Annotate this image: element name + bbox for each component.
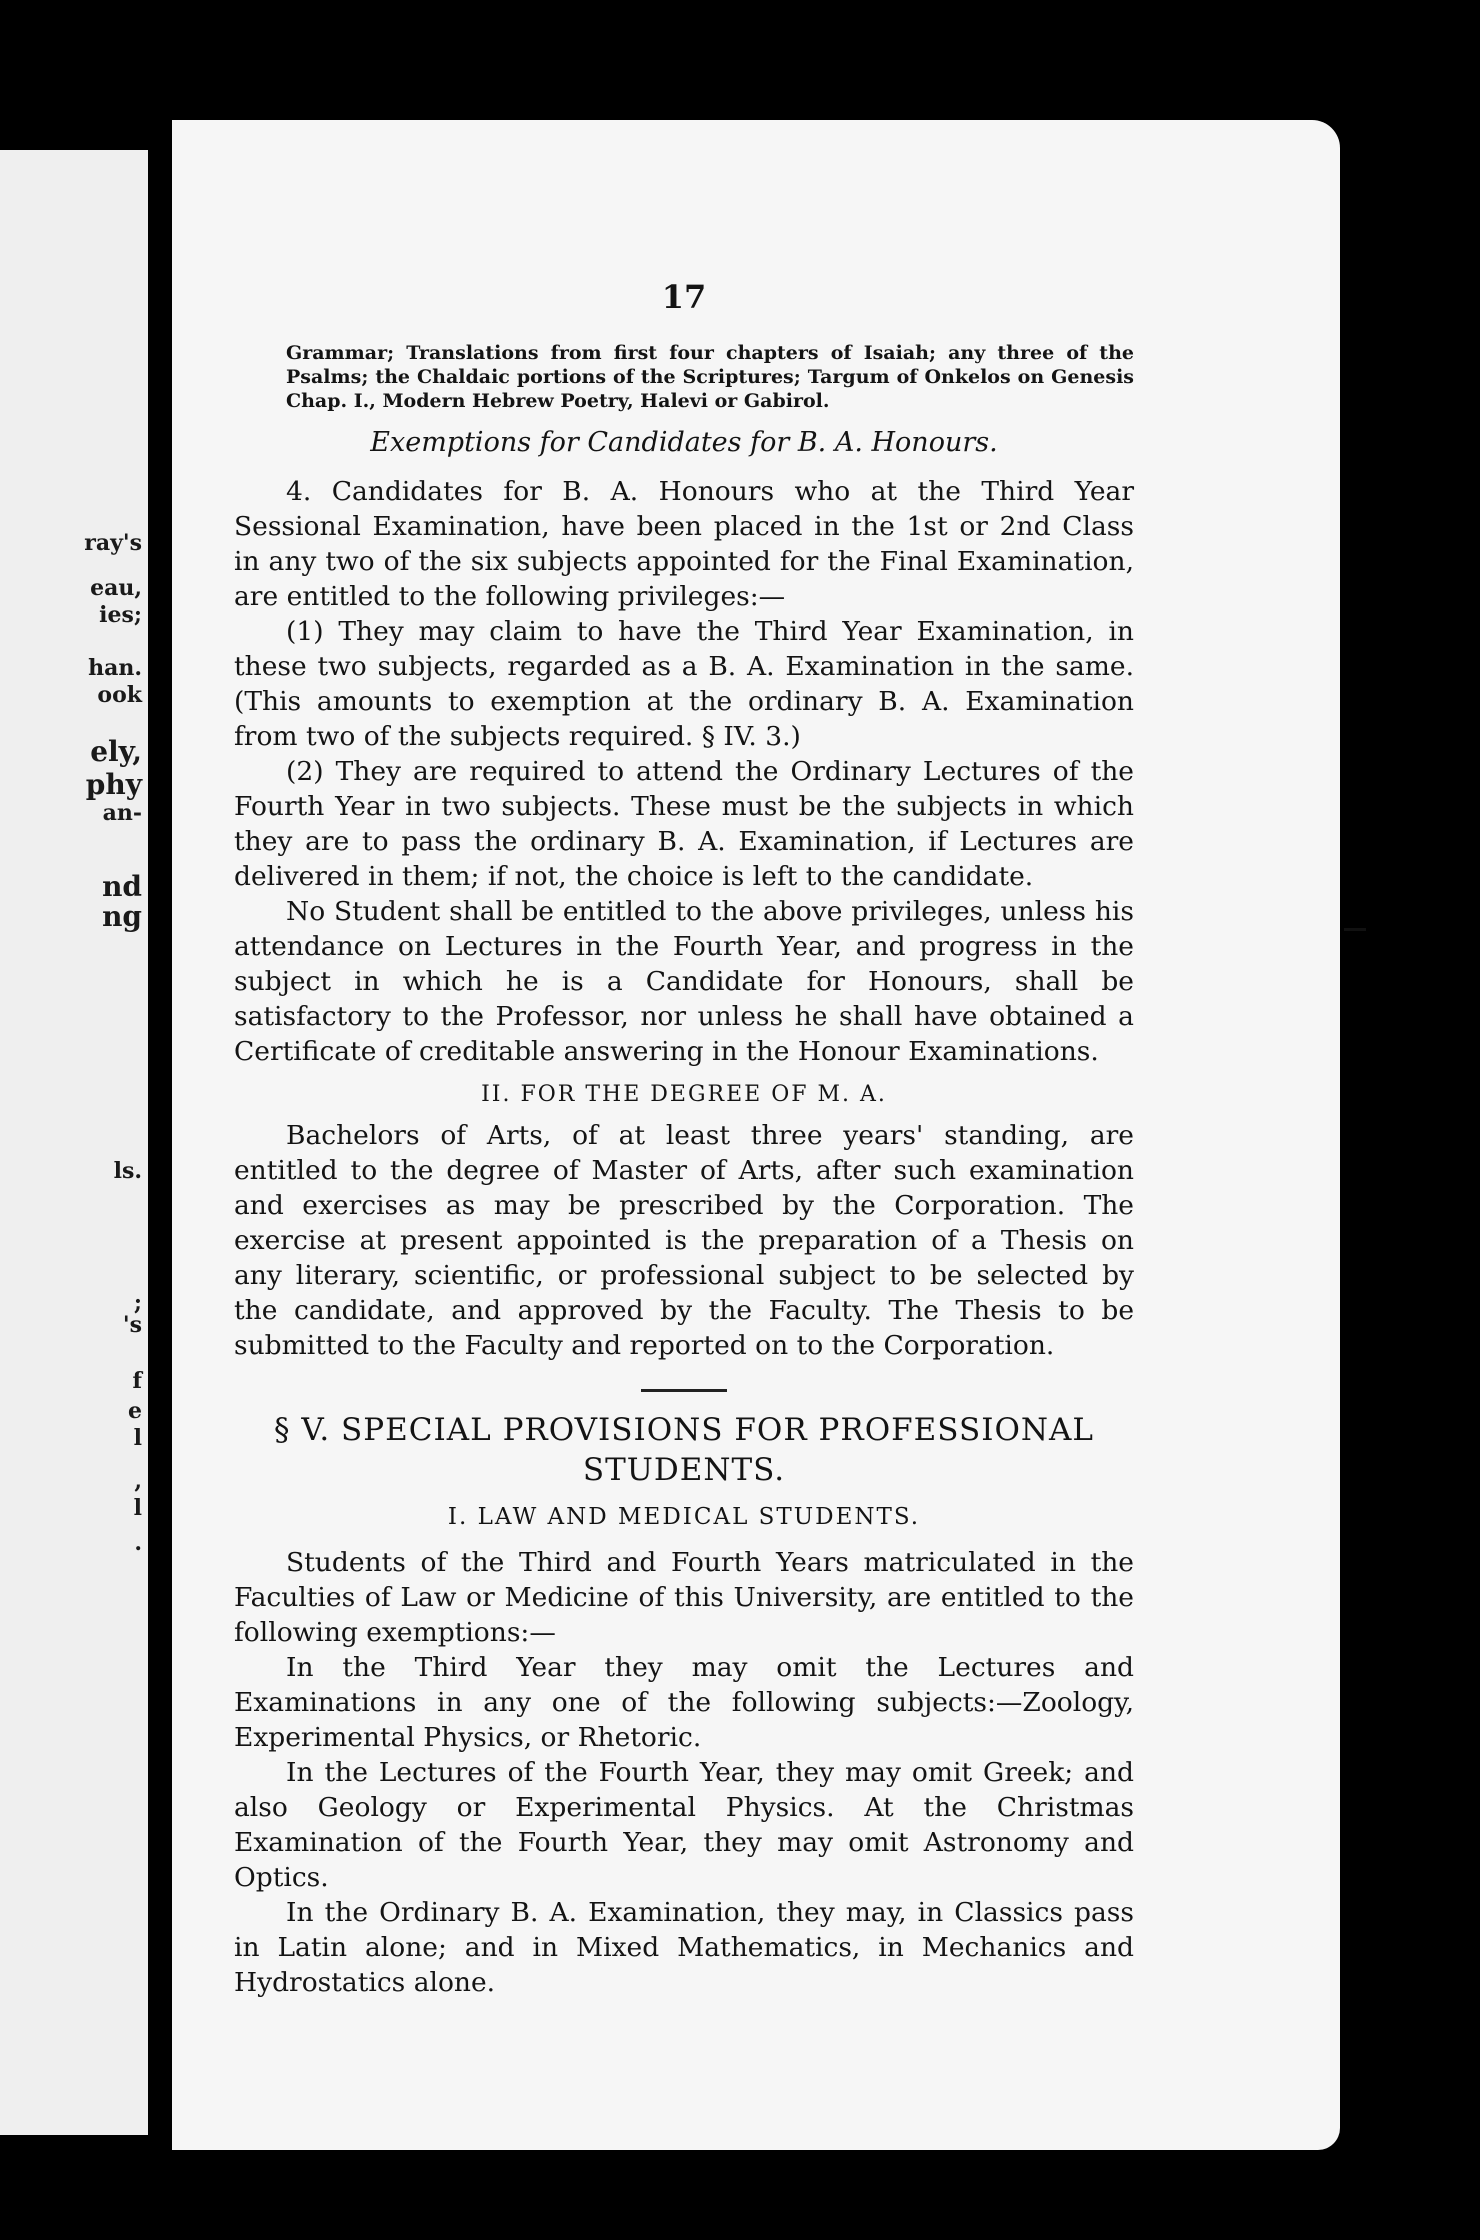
paragraph-4: 4. Candidates for B. A. Honours who at the Third Year Sessional Examination, have been placed in the 1st or 2nd Class in any two of the six subjects appointed for the Final Examination, are entitled to the following privileges:— [234,476,1134,612]
left-fragment: nd [102,870,142,903]
paragraph-no-student: No Student shall be entitled to the above privileges, unless his attendance on Lectures in the Fourth Year, and progress in the subject in which he is a Candidate for Honours, shall be satisfactory to the Professor, nor unless he shall have obtained a Certificate of creditable answering in the Honour Examinations. [234,896,1134,1067]
left-fragment: ies; [99,602,142,628]
paragraph-students-exemptions: Students of the Third and Fourth Years matriculated in the Faculties of Law or Medicine of this University, are entitled to the following exemptions:— [234,1547,1134,1648]
ma-degree-heading: II. FOR THE DEGREE OF M. A. [481,1082,887,1107]
left-fragment: f [132,1368,142,1394]
left-fragment: ely, [90,735,142,768]
left-fragment: 's [122,1312,142,1338]
paragraph-ordinary-ba: In the Ordinary B. A. Examination, they may, in Classics pass in Latin alone; and in Mixed Mathematics, in Mechanics and Hydrostatics alone. [234,1897,1134,1998]
exemptions-heading: Exemptions for Candidates for B. A. Honours. [370,427,998,458]
left-fragment: ook [97,682,142,708]
book-gutter [148,120,172,2170]
hebrew-subjects-note: Grammar; Translations from first four chapters of Isaiah; any three of the Psalms; the Chaldaic portions of the Scriptures; Targum of Onkelos on Genesis Chap. I., Modern Hebrew Poetry, Halevi or Gabirol. [286,342,1134,412]
margin-mark [1344,928,1366,931]
left-fragment: . [134,1530,142,1556]
left-fragment: , [134,1468,142,1494]
paragraph-ma-degree: Bachelors of Arts, of at least three years' standing, are entitled to the degree of Master of Arts, after such examination and exercises as may be prescribed by the Corporation. The exercise at present appointed is the preparation of a Thesis on any literary, scientific, or professional subject to be selected by the candidate, and approved by the Faculty. The Thesis to be submitted to the Faculty and reported on to the Corporation. [234,1120,1134,1361]
page-number: 17 [661,278,707,316]
section-v-heading: § V. SPECIAL PROVISIONS FOR PROFESSIONAL STUDENTS. [274,1412,1094,1488]
law-medical-heading: I. LAW AND MEDICAL STUDENTS. [447,1504,921,1530]
left-fragment: ; [133,1290,142,1316]
left-facing-page [0,150,148,2135]
paragraph-4-2: (2) They are required to attend the Ordinary Lectures of the Fourth Year in two subjects. These must be the subjects in which they are to pass the ordinary B. A. Examination, if Lectures are delivered in them; if not, the choice is left to the candidate. [234,756,1134,892]
left-fragment: l [133,1495,142,1521]
paragraph-third-year: In the Third Year they may omit the Lectures and Examinations in any one of the following subjects:—Zoology, Experimental Physics, or Rhetoric. [234,1652,1134,1753]
left-fragment: ls. [113,1158,142,1184]
left-fragment: e [128,1398,142,1424]
left-fragment: ng [102,900,142,933]
left-fragment: eau, [90,575,142,601]
left-fragment: phy [85,768,142,801]
left-fragment: han. [88,655,142,681]
paragraph-fourth-year: In the Lectures of the Fourth Year, they may omit Greek; and also Geology or Experimental Physics. At the Christmas Examination of the Fourth Year, they may omit Astronomy and Optics. [234,1757,1134,1893]
paragraph-4-1: (1) They may claim to have the Third Year Examination, in these two subjects, regarded as a B. A. Examination in the same. (This amounts to exemption at the ordinary B. A. Examination from two of the subjects required. § IV. 3.) [234,616,1134,752]
right-page [172,120,1340,2150]
left-fragment: ray's [84,530,142,556]
left-fragment: an- [102,800,142,826]
left-fragment: l [133,1425,142,1451]
section-divider [641,1389,727,1392]
page-content [234,280,1134,2000]
